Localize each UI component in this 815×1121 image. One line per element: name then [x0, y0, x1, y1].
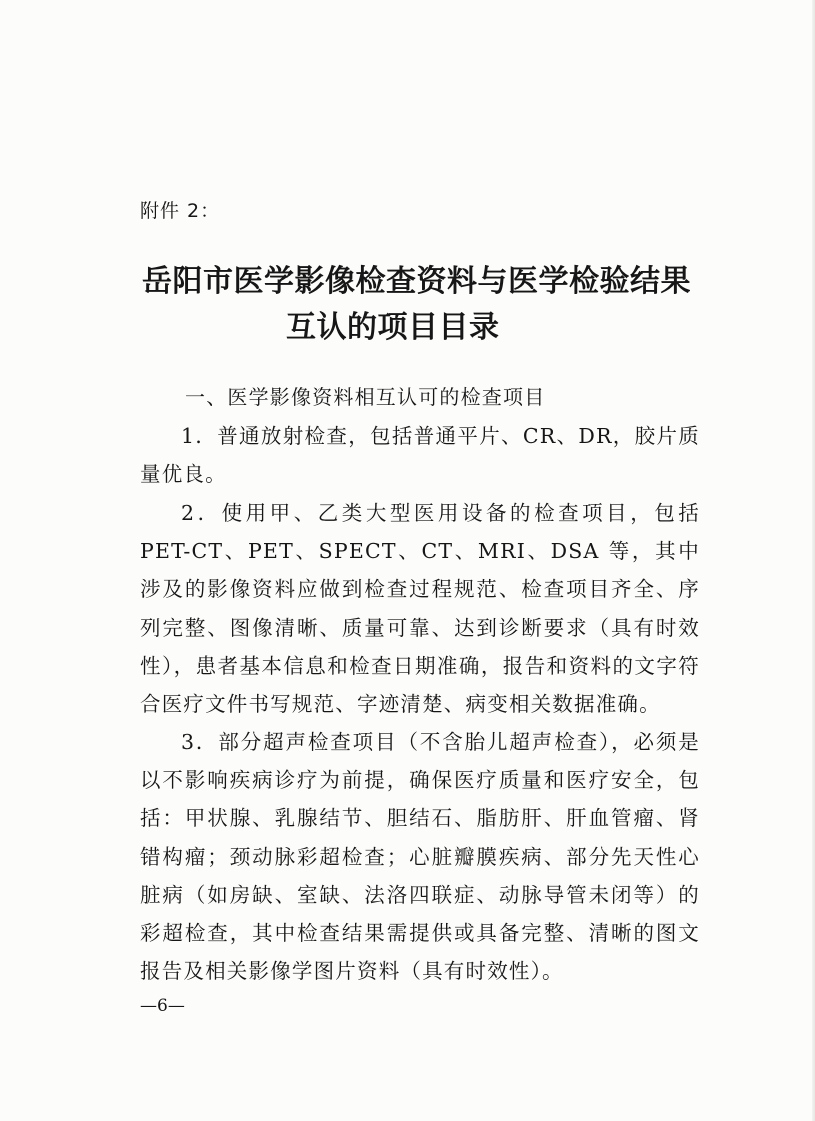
- paragraph-item-3: 3．部分超声检查项目（不含胎儿超声检查），必须是以不影响疾病诊疗为前提，确保医疗质量和医疗安全，包括：甲状腺、乳腺结节、胆结石、脂肪肝、肝血管瘤、肾错构瘤；颈动脉彩超检查；心脏瓣膜疾病、部分先天性心脏病（如房缺、室缺、法洛四联症、动脉导管未闭等）的彩超检查，其中检查结果需提供或具备完整、清晰的图文报告及相关影像学图片资料（具有时效性）。: [140, 730, 700, 984]
- attachment-label: 附件 2：: [140, 200, 221, 222]
- paragraph-item-1: 1．普通放射检查，包括普通平片、CR、DR，胶片质量优良。: [140, 424, 700, 487]
- paragraph-item-2: 2．使用甲、乙类大型医用设备的检查项目，包括 PET-CT、PET、SPECT、CT、MRI、DSA 等，其中涉及的影像资料应做到检查过程规范、检查项目齐全、序列完整、图像清晰、质量可靠、达到诊断要求（具有时效性），患者基本信息和检查日期准确，报告和资料的文字符合医疗文件书写规范、字迹清楚、病变相关数据准确。: [140, 501, 700, 717]
- document-title-line-2: 互认的项目目录: [286, 310, 500, 345]
- document-title-line-1: 岳阳市医学影像检查资料与医学检验结果: [142, 264, 691, 299]
- section-heading: 一、医学影像资料相互认可的检查项目: [185, 385, 546, 409]
- page-number: —6—: [140, 996, 185, 1016]
